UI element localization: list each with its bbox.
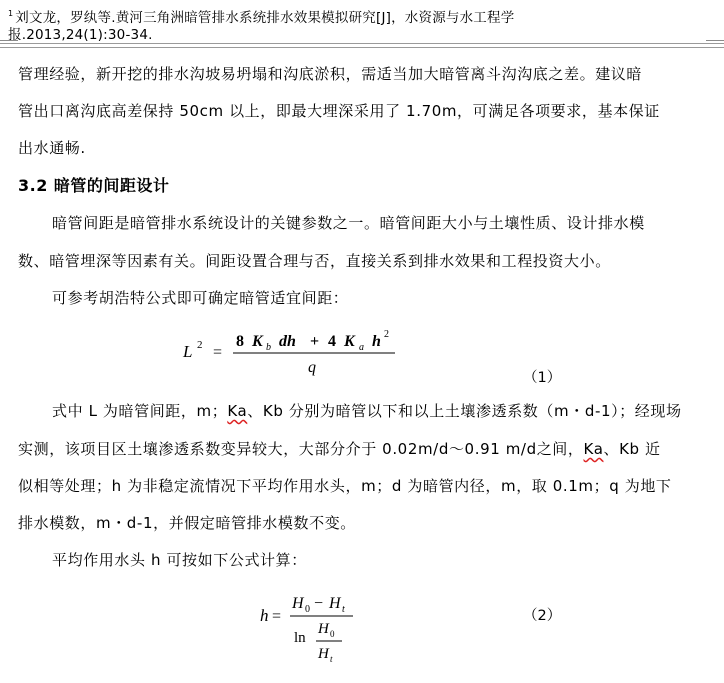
footnote-text-1: 刘文龙，罗纨等.黄河三角洲暗管排水系统排水效果模拟研究[J]，水资源与水工程学 xyxy=(15,10,515,26)
p4-line1-text-a: 式中 L 为暗管间距，m； xyxy=(52,402,228,420)
eq1-sub-b: b xyxy=(266,342,271,353)
paragraph-1-line-1: 管理经验，新开挖的排水沟坡易坍塌和沟底淤积，需适当加大暗管离斗沟沟底之差。建议暗 xyxy=(18,65,643,83)
p4-line2-text: 实测，该项目区土壤渗透系数变异较大，大部分介于 0.02m/d～0.91 m/d之间， xyxy=(18,440,584,458)
eq2-sub-t: t xyxy=(342,604,345,615)
eq2-minus: − xyxy=(314,595,324,612)
paragraph-2-line-1: 暗管间距是暗管排水系统设计的关键参数之一。暗管间距大小与土壤性质、设计排水模 xyxy=(52,214,645,232)
paragraph-5: 平均作用水头 h 可按如下公式计算： xyxy=(52,551,307,569)
paragraph-3: 可参考胡浩特公式即可确定暗管适宜间距： xyxy=(52,289,349,307)
eq2-inner-h-0: H xyxy=(318,621,329,637)
eq2-h-t: H xyxy=(329,595,341,612)
eq1-coef-2: 4 xyxy=(328,333,336,350)
equation-1-number: （1） xyxy=(523,370,562,386)
eq1-sub-a: a xyxy=(359,342,364,353)
footnote-marker: 1 xyxy=(8,9,14,18)
eq1-h-exponent: 2 xyxy=(384,329,389,340)
eq1-plus: + xyxy=(310,333,320,350)
section-heading: 3.2 暗管的间距设计 xyxy=(18,176,170,195)
paragraph-1-line-3: 出水通畅. xyxy=(18,139,86,157)
footnote xyxy=(8,5,688,44)
equation-2-number: （2） xyxy=(523,608,562,624)
eq2-equals: = xyxy=(272,608,282,625)
eq1-dh: dh xyxy=(279,333,296,350)
eq2-inner-sub-t: t xyxy=(330,654,333,664)
eq2-inner-sub-0: 0 xyxy=(330,629,335,639)
page-break-rule xyxy=(0,43,724,44)
eq1-h: h xyxy=(372,333,381,350)
eq2-lhs: h xyxy=(260,606,269,625)
p4-line1-text-b: 、Kb 分别为暗管以下和以上土壤渗透系数（m・d-1）；经现场 xyxy=(247,402,682,420)
paragraph-4-line-3: 似相等处理；h 为非稳定流情况下平均作用水头，m；d 为暗管内径，m，取 0.1m；q 为地下 xyxy=(18,477,672,495)
equation-1 xyxy=(178,326,438,381)
eq2-h-0: H xyxy=(292,595,304,612)
equation-2 xyxy=(256,588,366,670)
paragraph-2-line-2: 数、暗管埋深等因素有关。间距设置合理与否，直接关系到排水效果和工程投资大小。 xyxy=(18,252,611,270)
eq2-inner-h-t: H xyxy=(318,646,329,662)
eq2-ln: ln xyxy=(294,630,306,646)
p4-line1-ka: Ka xyxy=(227,402,248,420)
paragraph-4-line-2 xyxy=(18,439,708,459)
eq1-denominator: q xyxy=(308,359,316,376)
paragraph-4-line-4: 排水模数，m・d-1，并假定暗管排水模数不变。 xyxy=(18,514,356,532)
paragraph-1-line-2: 管出口离沟底高差保持 50cm 以上，即最大埋深采用了 1.70m，可满足各项要求，基本保证 xyxy=(18,102,660,120)
eq1-lhs-exponent: 2 xyxy=(197,339,203,351)
eq1-k-a: K xyxy=(344,333,355,350)
paragraph-4-line-1 xyxy=(52,401,724,421)
p4-line2-ka: Ka xyxy=(583,440,604,458)
eq1-coef-1: 8 xyxy=(236,333,244,350)
eq2-sub-0: 0 xyxy=(305,604,310,615)
eq1-k-b: K xyxy=(252,333,263,350)
eq1-lhs: L xyxy=(183,342,193,361)
page-break-rule-2 xyxy=(0,47,724,48)
eq1-equals: = xyxy=(213,344,223,361)
footnote-line-1 xyxy=(8,5,688,27)
p4-line2-text-b: 、Kb 近 xyxy=(603,440,661,458)
footnote-line-2: 报.2013,24(1):30-34. xyxy=(8,27,153,43)
